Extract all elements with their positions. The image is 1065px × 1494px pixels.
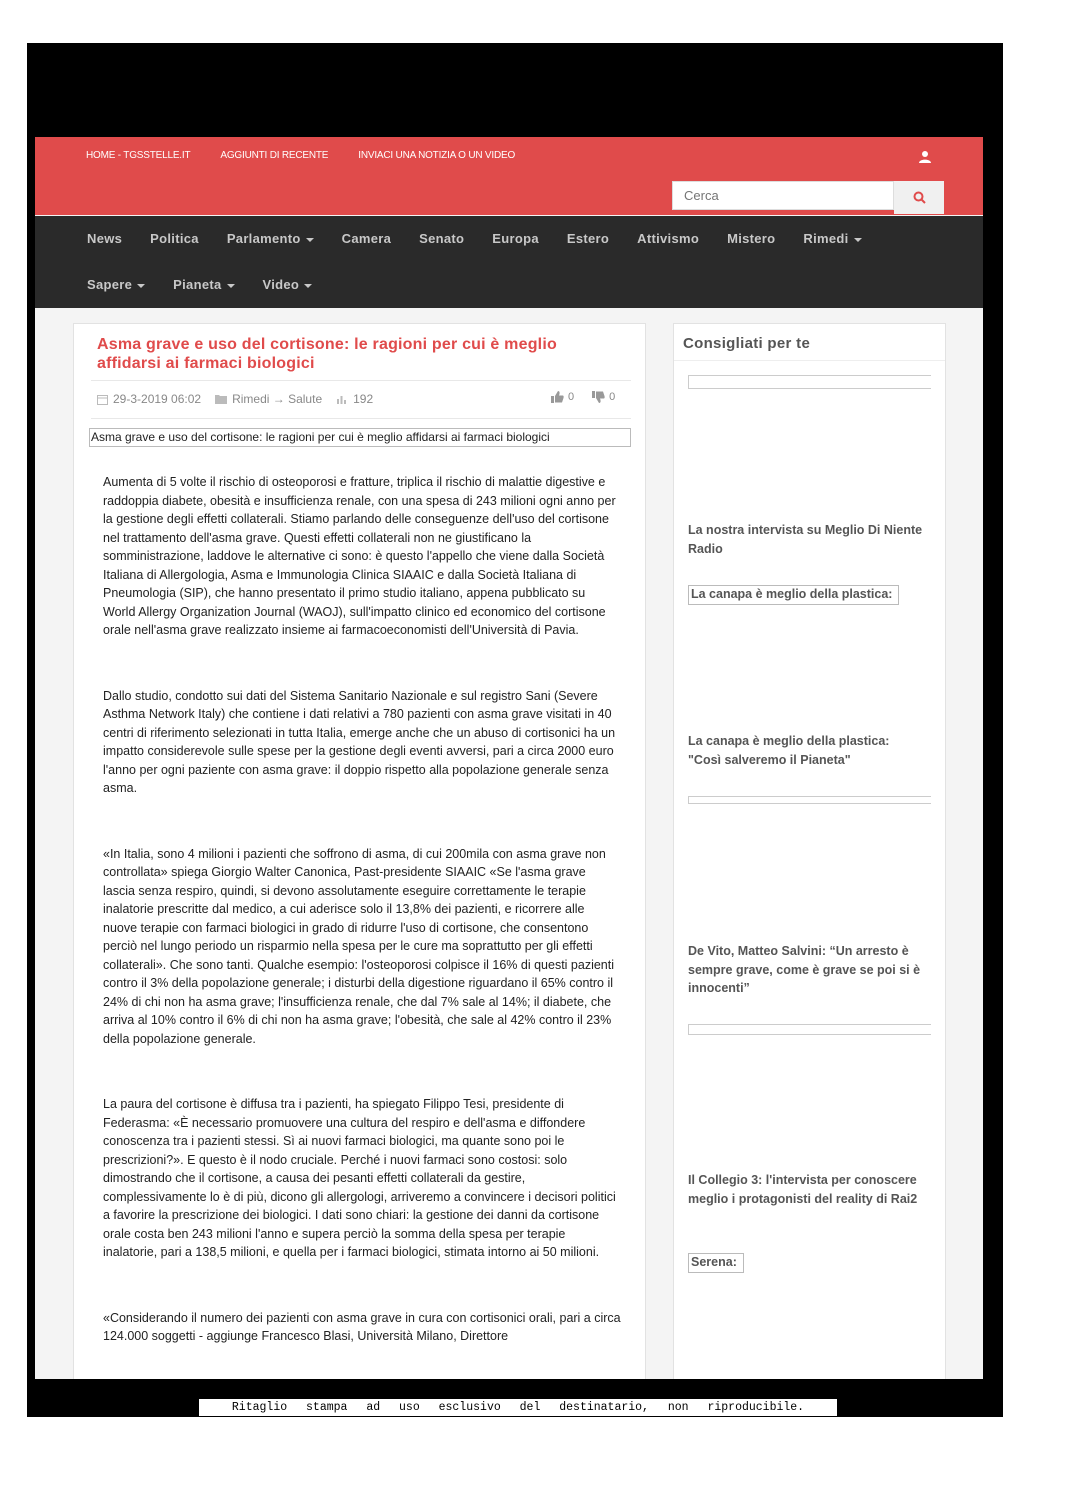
thumbs-up-icon[interactable]: [551, 391, 564, 403]
nav-item-label: Attivismo: [637, 231, 700, 246]
search-icon: [913, 191, 926, 204]
search-button[interactable]: [894, 181, 944, 214]
vote-box: [551, 391, 615, 403]
nav-item-news[interactable]: [87, 231, 122, 246]
nav-item-sapere[interactable]: [87, 277, 145, 292]
caret-down-icon: [304, 284, 312, 288]
nav-item-parlamento[interactable]: [227, 231, 314, 246]
nav-item-rimedi[interactable]: [803, 231, 861, 246]
article-paragraph: «Considerando il numero dei pazienti con asma grave in cura con cortisonici orali, pari a circa 124.000 soggetti - aggiunge Francesco Blasi, Università Milano, Direttore: [103, 1310, 621, 1343]
nav-row-1: [87, 231, 862, 246]
search-input[interactable]: [672, 181, 894, 210]
top-link-submit[interactable]: INVIACI UNA NOTIZIA O UN VIDEO: [358, 150, 516, 161]
nav-item-label: News: [87, 231, 123, 246]
main-nav: [35, 216, 983, 308]
nav-item-label: Europa: [492, 231, 539, 246]
nav-item-label: Politica: [150, 231, 199, 246]
nav-item-camera[interactable]: [342, 231, 392, 246]
image-placeholder[interactable]: [688, 375, 931, 389]
folder-icon: [215, 394, 227, 404]
search-form: [672, 181, 944, 214]
article-paragraph: Dallo studio, condotto sui dati del Sistema Sanitario Nazionale e sul registro Sani (Severe Asthma Network Italy) che contiene i dati relativi a 780 pazienti con asma grave visitati in 40 centri di riferimento selezionati in tutta Italia, emerge anche che un abuso di cortisonici ha un impatto considerevole sulle spese per la gestione degli eventi avversi, pari a circa 2000 euro l'anno per ogni paziente con asma grave: il doppio rispetto alla popolazione generale senza asma.: [103, 688, 616, 795]
nav-item-europa[interactable]: [492, 231, 539, 246]
top-link-home[interactable]: HOME - TGSSTELLE.IT: [86, 150, 191, 161]
nav-item-label: Senato: [419, 231, 465, 246]
divider: [674, 360, 945, 361]
press-clipping-note: Ritaglio stampa ad uso esclusivo del destinatario, non riproducibile.: [199, 1399, 837, 1416]
article-views: 192: [353, 392, 374, 406]
nav-item-politica[interactable]: [150, 231, 199, 246]
caret-down-icon: [137, 284, 145, 288]
article-category[interactable]: Rimedi → Salute: [232, 392, 323, 406]
nav-item-pianeta[interactable]: [173, 277, 234, 292]
image-placeholder[interactable]: [688, 1024, 931, 1035]
article-paragraph: «In Italia, sono 4 milioni i pazienti che soffrono di asma, di cui 200mila con asma grave non controllata» spiega Giorgio Walter Canonica, Past-presidente SIAAIC «Se l'asma grave lascia senza respiro, quindi, si devono assolutamente eseguire correttamente le terapie inalatorie prescritte dal medico, a cui aderisce solo il 13,8% dei pazienti, e ricorrere alle nuove terapie con farmaci biologici in grado di ridurre l'uso di cortisone, che consentono perciò nel lungo periodo un risparmio nella spesa per le cure ma soprattutto per gli effetti collaterali». Che sono tanti. Qualche esempio: l'osteoporosi colpisce il 16% di questi pazienti contro il 3% della popolazione generale; i disturbi della digestione riguardano il 65% contro il 24% di chi non ha asma grave; l'insufficienza renale, che dal 7% sale al 14%; il diabete, che arriva al 10% contro il 6% di chi non ha asma grave; l'obesità, che sale al 42% contro il 23% della popolazione generale.: [103, 846, 615, 1046]
nav-item-mistero[interactable]: [727, 231, 775, 246]
recommended-link[interactable]: De Vito, Matteo Salvini: “Un arresto è sempre grave, come è grave se poi si è innocenti”: [688, 944, 921, 995]
image-placeholder[interactable]: [688, 796, 931, 804]
nav-item-senato[interactable]: [419, 231, 464, 246]
calendar-icon: [97, 394, 108, 405]
nav-item-attivismo[interactable]: [637, 231, 699, 246]
user-icon[interactable]: [918, 150, 932, 164]
top-bar: [35, 137, 983, 215]
website: [35, 137, 983, 1379]
article-meta: [97, 392, 373, 406]
thumbs-down-icon[interactable]: [592, 391, 605, 403]
like-count: 0: [568, 391, 575, 403]
nav-item-label: Mistero: [727, 231, 776, 246]
recommended-image-alt[interactable]: La canapa è meglio della plastica:: [688, 585, 899, 605]
top-links: [86, 150, 515, 161]
nav-item-label: Rimedi: [803, 231, 849, 246]
recommended-link[interactable]: Il Collegio 3: l'intervista per conoscere meglio i protagonisti del reality di Rai2: [688, 1173, 918, 1206]
nav-item-estero[interactable]: [567, 231, 609, 246]
divider: [91, 418, 631, 419]
recommended-image-alt[interactable]: Serena:: [688, 1253, 744, 1273]
caret-down-icon: [227, 284, 235, 288]
article-title[interactable]: Asma grave e uso del cortisone: le ragioni per cui è meglio affidarsi ai farmaci biologici: [97, 336, 557, 372]
article-paragraph: La paura del cortisone è diffusa tra i pazienti, ha spiegato Filippo Tesi, presidente di Federasma: «È necessario promuovere una cultura del respiro e dell'asma e diffondere conoscenza tra i pazienti stessi. Sì ai nuovi farmaci biologici, ma quante sono poi le prescrizioni?». E questo è il nodo cruciale. Perché i nuovi farmaci sono costosi: solo dimostrando che il cortisone, a causa dei pesanti effetti collaterali da gestire, complessivamente lo è di più, dicono gli allergologi, arriveremo a convincere i decisori politici a favorire la prescrizione dei biologici. I dati sono chiari: la gestione dei danni da cortisone orale costa ben 243 milioni l'anno e supera perciò la somma della spesa per terapie inalatorie, pari a 138,5 milioni, e quella per i farmaci biologici, stimata intorno ai 50 milioni.: [103, 1097, 616, 1259]
article-paragraph: Aumenta di 5 volte il rischio di osteoporosi e fratture, triplica il rischio di malattie digestive e raddoppia diabete, obesità e insufficienza renale, con una spesa di 243 milioni ogni anno per la gestione degli effetti collaterali. Stiamo parlando delle conseguenze dell'uso del cortisone nel trattamento dell'asma grave. Questi effetti collaterali non ne giustificano la somministrazione, laddove le alternative ci sono: è questo l'appello che viene dalla Società Italiana di Allergologia, Asma e Immunologia Clinica SIAAIC e dalla Società Italiana di Pneumologia (SIP), che hanno presentato il primo studio italiano, appena pubblicato su World Allergy Organization Journal (WAOJ), sull'impatto clinico ed economico del cortisone orale nell'asma grave realizzato insieme ai farmacoeconomisti dell'Università di Pavia.: [103, 475, 616, 637]
dislike-count: 0: [609, 391, 616, 403]
divider: [91, 380, 631, 381]
recommended-link[interactable]: La canapa è meglio della plastica: "Così salveremo il Pianeta": [688, 734, 890, 767]
caret-down-icon: [854, 238, 862, 242]
sidebar-recommended: [673, 323, 946, 1379]
nav-item-label: Pianeta: [173, 277, 222, 292]
nav-item-label: Sapere: [87, 277, 133, 292]
nav-item-label: Camera: [341, 231, 392, 246]
caret-down-icon: [306, 238, 314, 242]
nav-item-video[interactable]: [263, 277, 313, 292]
article-card: [73, 323, 646, 1379]
nav-item-label: Estero: [566, 231, 610, 246]
bar-chart-icon: [336, 394, 348, 404]
recommended-link[interactable]: La nostra intervista su Meglio Di Niente Radio: [688, 523, 923, 556]
image-caption: Asma grave e uso del cortisone: le ragioni per cui è meglio affidarsi ai farmaci biologici: [89, 428, 631, 447]
top-link-recent[interactable]: AGGIUNTI DI RECENTE: [220, 150, 329, 161]
nav-item-label: Parlamento: [226, 231, 301, 246]
nav-item-label: Video: [262, 277, 300, 292]
nav-row-2: [87, 277, 312, 292]
article-date: 29-3-2019 06:02: [113, 392, 202, 406]
article-body: [103, 473, 621, 1379]
sidebar-title: Consigliati per te: [683, 335, 811, 352]
